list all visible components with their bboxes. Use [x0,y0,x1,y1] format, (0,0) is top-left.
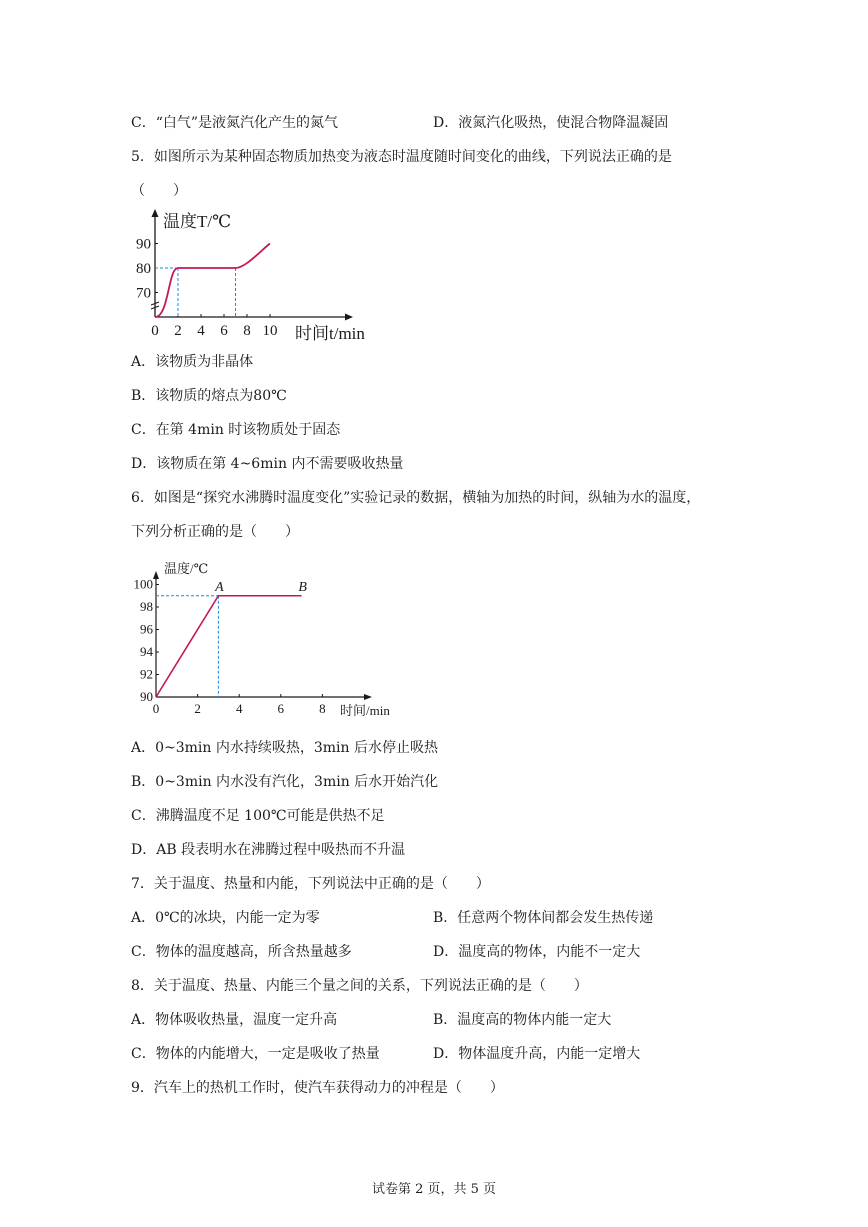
x-tick-label: 4 [235,701,243,716]
y-tick-label: 92 [140,666,153,682]
option-d-top: D．液氮汽化吸热，使混合物降温凝固 [433,115,669,131]
question-7-option-a: A．0℃的冰块，内能一定为零 [131,910,320,926]
point-label-a: A [215,579,224,595]
question-5-option-d: D．该物质在第 4~6min 内不需要吸收热量 [131,456,404,472]
y-tick-label: 98 [140,599,153,614]
question-9-stem: 9．汽车上的热机工作时，使汽车获得动力的冲程是（ ） [131,1080,504,1096]
question-6-option-c: C．沸腾温度不足 100℃可能是供热不足 [131,808,385,824]
question-8-option-a: A．物体吸收热量，温度一定升高 [131,1012,338,1028]
x-tick-label: 6 [220,323,228,339]
y-axis-arrow [153,571,159,579]
x-axis-arrow [345,314,353,321]
x-tick-label: 0 [151,323,159,339]
question-7-option-b: B．任意两个物体间都会发生热传递 [433,910,654,926]
question-6-stem: 6．如图是“探究水沸腾时温度变化”实验记录的数据，横轴为加热的时间，纵轴为水的温度， [131,490,701,506]
page-footer: 试卷第 2 页，共 5 页 [371,1182,497,1197]
question-6-option-d: D．AB 段表明水在沸腾过程中吸热而不升温 [131,842,406,858]
y-tick-label: 80 [136,261,151,277]
data-series-curve [155,244,270,318]
x-tick-label: 6 [277,701,285,716]
option-c-top: C．“白气”是液氮汽化产生的氮气 [131,115,339,131]
question-7-option-d: D．温度高的物体，内能不一定大 [433,944,641,960]
question-7-option-c: C．物体的温度越高，所含热量越多 [131,944,352,960]
question-6-option-a: A．0~3min 内水持续吸热，3min 后水停止吸热 [131,740,439,756]
question-6-chart [132,555,412,729]
data-series-line [156,596,302,697]
x-tick-label: 2 [174,323,182,339]
question-8-option-c: C．物体的内能增大，一定是吸收了热量 [131,1046,380,1062]
y-tick-label: 96 [140,621,153,637]
x-tick-label: 8 [319,701,326,716]
question-8-option-d: D．物体温度升高，内能一定增大 [433,1046,641,1062]
question-6-chart-svg [132,555,412,725]
x-tick-label: 2 [194,701,201,716]
y-tick-label: 100 [133,576,153,592]
question-5-chart-svg [135,205,385,345]
y-axis-arrow [152,209,159,217]
y-axis-label: 温度T/℃ [163,212,232,231]
question-8-stem: 8．关于温度、热量、内能三个量之间的关系，下列说法正确的是（ ） [131,978,588,994]
question-7-stem: 7．关于温度、热量和内能，下列说法中正确的是（ ） [131,876,490,892]
question-5-option-b: B．该物质的熔点为80℃ [131,388,287,404]
x-axis-label: 时间/min [340,703,390,718]
y-axis-label: 温度/℃ [164,561,209,576]
x-tick-label: 0 [152,701,160,716]
question-6-stem-continued: 下列分析正确的是（ ） [131,524,299,540]
question-5-chart [135,205,385,349]
question-5-stem: 5．如图所示为某种固态物质加热变为液态时温度随时间变化的曲线，下列说法正确的是 [131,149,672,165]
question-5-option-a: A．该物质为非晶体 [131,354,254,370]
x-tick-label: 10 [262,323,278,339]
x-axis-arrow [364,694,372,700]
x-axis-label: 时间t/min [295,324,365,343]
x-tick-label: 8 [243,323,251,339]
y-tick-label: 94 [140,644,153,659]
question-8-option-b: B．温度高的物体内能一定大 [433,1012,612,1028]
x-tick-label: 4 [197,323,205,339]
y-tick-label: 90 [136,236,151,253]
question-6-option-b: B．0~3min 内水没有汽化，3min 后水开始汽化 [131,774,439,790]
question-5-option-c: C．在第 4min 时该物质处于固态 [131,422,341,438]
y-tick-label: 90 [140,689,153,704]
question-5-bracket: （ ） [131,183,187,199]
y-tick-label: 70 [136,285,151,302]
point-label-b: B [298,579,307,595]
